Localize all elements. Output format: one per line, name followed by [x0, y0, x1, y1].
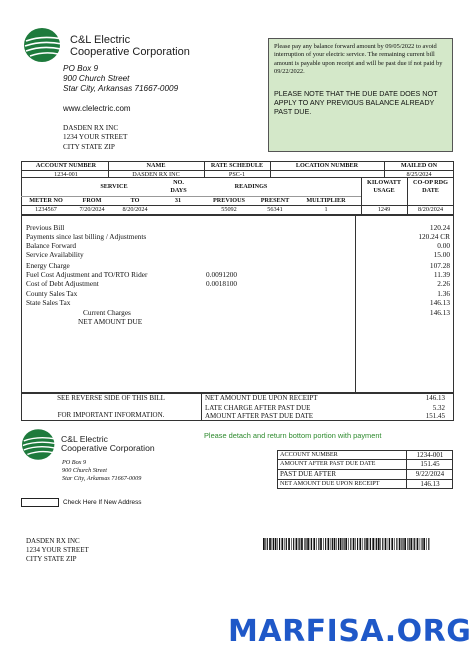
- stub-customer-line: DASDEN RX INC: [26, 537, 80, 545]
- barcode-bar: [307, 538, 309, 550]
- barcode-bar: [338, 538, 339, 550]
- barcode-bar: [359, 538, 361, 550]
- present-label: PRESENT: [260, 197, 290, 204]
- barcode-bar: [277, 538, 278, 550]
- stub-remit-line: PO Box 9: [62, 459, 87, 466]
- barcode-bar: [281, 538, 283, 550]
- barcode-bar: [313, 538, 315, 550]
- company-name-line2: Cooperative Corporation: [70, 45, 190, 58]
- company-name: [70, 35, 190, 58]
- notice-paragraph: Please pay any balance forward amount by 09/05/2022 to avoid interruption of your electric service. The remaining current bill amount is payable upon receipt and will be past due if not paid by 09/22/2022.: [274, 43, 443, 76]
- summary-label: AMOUNT AFTER PAST DUE DATE: [205, 412, 313, 420]
- stub-company-line1: C&L Electric: [61, 434, 108, 444]
- barcode-bar: [293, 538, 294, 550]
- barcode-bar: [413, 538, 414, 550]
- customer-address: [63, 124, 127, 152]
- barcode-bar: [320, 538, 322, 550]
- no-days-label: NO.: [173, 179, 184, 186]
- barcode-bar: [417, 538, 419, 550]
- charge-label: State Sales Tax: [26, 298, 71, 307]
- barcode-bar: [304, 538, 305, 550]
- mailed-on-label: MAILED ON: [400, 162, 438, 169]
- barcode-bar: [296, 538, 298, 550]
- stub-label: AMOUNT AFTER PAST DUE DATE: [280, 460, 376, 467]
- barcode-bar: [332, 538, 333, 550]
- barcode-bar: [396, 538, 397, 550]
- barcode-bar: [391, 538, 393, 550]
- summary-amount: 5.32: [432, 403, 445, 412]
- stub-value: 1234-001: [416, 451, 444, 459]
- barcode-bar: [291, 538, 292, 550]
- summary-list: [205, 394, 445, 421]
- barcode-bar: [323, 538, 324, 550]
- barcode-bar: [299, 538, 300, 550]
- barcode-bar: [394, 538, 395, 550]
- charge-label: Payments since last billing / Adjustments: [26, 232, 147, 241]
- from-date-value: 7/20/2024: [79, 206, 105, 213]
- charge-label: Service Availability: [26, 250, 84, 259]
- barcode-bar: [372, 538, 374, 550]
- barcode-bar: [273, 538, 274, 550]
- previous-label: PREVIOUS: [213, 197, 245, 204]
- barcode-bar: [288, 538, 290, 550]
- barcode-bar: [355, 538, 356, 550]
- coop-reading-date-label: CO-OP RDG: [413, 179, 448, 186]
- charge-label: Fuel Cost Adjustment and TO/RTO Rider: [26, 270, 148, 279]
- name-value: DASDEN RX INC: [132, 171, 180, 178]
- barcode-bar: [298, 538, 299, 550]
- barcode-bar: [345, 538, 347, 550]
- charge-amount: 0.00: [437, 241, 450, 250]
- stub-company-line2: Cooperative Corporation: [61, 443, 155, 454]
- barcode-bar: [316, 538, 317, 550]
- customer-address-line: 1234 YOUR STREET: [63, 133, 128, 142]
- company-logo-icon: [24, 27, 64, 63]
- charge-label: Energy Charge: [26, 261, 70, 270]
- barcode-bar: [267, 538, 268, 550]
- remit-address: [63, 64, 178, 94]
- stub-customer-line: CITY STATE ZIP: [26, 555, 77, 563]
- stub-logo-icon: [22, 428, 58, 461]
- postal-barcode: [263, 538, 430, 550]
- from-label: FROM: [82, 197, 102, 204]
- barcode-bar: [336, 538, 337, 550]
- customer-address-line: CITY STATE ZIP: [63, 142, 115, 151]
- barcode-bar: [385, 538, 387, 550]
- to-date-value: 8/20/2024: [122, 206, 148, 213]
- charge-label: Cost of Debt Adjustment: [26, 279, 99, 288]
- detach-note: Please detach and return bottom portion with payment: [204, 431, 382, 440]
- previous-reading-value: 55092: [221, 206, 237, 213]
- multiplier-value: 1: [324, 206, 328, 213]
- barcode-bar: [382, 538, 383, 550]
- meter-no-value: 1234567: [35, 206, 57, 213]
- barcode-bar: [380, 538, 381, 550]
- barcode-bar: [399, 538, 401, 550]
- barcode-bar: [357, 538, 358, 550]
- current-charges-label: Current Charges: [83, 308, 131, 317]
- charge-rate: 0.0091200: [206, 270, 238, 279]
- barcode-bar: [388, 538, 389, 550]
- barcode-bar: [318, 538, 319, 550]
- barcode-bar: [404, 538, 406, 550]
- new-address-label: Check Here If New Address: [63, 499, 142, 506]
- barcode-bar: [369, 538, 370, 550]
- service-label: SERVICE: [100, 183, 128, 190]
- barcode-bar: [348, 538, 349, 550]
- coop-reading-date-label: DATE: [422, 187, 439, 194]
- barcode-bar: [350, 538, 351, 550]
- barcode-bar: [366, 538, 368, 550]
- barcode-bar: [410, 538, 412, 550]
- charge-amount: 2.26: [437, 279, 450, 288]
- charge-amount: 120.24: [429, 223, 450, 232]
- barcode-bar: [340, 538, 342, 550]
- kwh-label: USAGE: [373, 187, 395, 194]
- barcode-bar: [409, 538, 410, 550]
- kwh-label: KILOWATT: [367, 179, 401, 186]
- stub-label: PAST DUE AFTER: [280, 470, 337, 478]
- barcode-bar: [378, 538, 380, 550]
- barcode-bar: [286, 538, 287, 550]
- account-number-label: ACCOUNT NUMBER: [35, 162, 97, 169]
- barcode-bar: [401, 538, 402, 550]
- present-reading-value: 56341: [267, 206, 283, 213]
- barcode-bar: [305, 538, 306, 550]
- charges-table: [21, 215, 454, 393]
- barcode-bar: [301, 538, 303, 550]
- stub-company-name: [61, 435, 155, 453]
- account-number-value: 1234-001: [54, 171, 78, 178]
- charge-amount: 107.28: [429, 261, 450, 270]
- barcode-bar: [364, 538, 365, 550]
- mailed-on-value: 8/25/2024: [406, 171, 432, 178]
- meter-no-label: METER NO: [29, 197, 63, 204]
- reverse-side-note: [21, 394, 201, 420]
- charge-amount: 1.36: [437, 289, 450, 298]
- barcode-bar: [428, 538, 429, 550]
- readings-label: READINGS: [234, 183, 268, 190]
- no-days-label: DAYS: [170, 187, 187, 194]
- barcode-bar: [331, 538, 332, 550]
- stub-remit-line: 900 Church Street: [62, 467, 107, 474]
- barcode-bar: [275, 538, 277, 550]
- current-charges-amount: 146.13: [429, 308, 450, 317]
- name-label: NAME: [146, 162, 166, 169]
- net-amount-due-label: NET AMOUNT DUE: [78, 317, 143, 326]
- barcode-bar: [284, 538, 285, 550]
- barcode-bar: [334, 538, 336, 550]
- kwh-usage-value: 1249: [377, 206, 391, 213]
- stub-label: NET AMOUNT DUE UPON RECEIPT: [280, 480, 380, 487]
- stub-customer-address: [26, 537, 89, 564]
- rate-schedule-label: RATE SCHEDULE: [210, 162, 264, 169]
- barcode-bar: [370, 538, 371, 550]
- reverse-note-line: FOR IMPORTANT INFORMATION.: [57, 411, 165, 419]
- charge-amount: 11.39: [433, 270, 450, 279]
- barcode-bar: [269, 538, 271, 550]
- watermark-logo: MARFISA.ORG: [228, 614, 472, 649]
- customer-address-line: DASDEN RX INC: [63, 124, 119, 132]
- barcode-bar: [422, 538, 423, 550]
- due-date-notice: [268, 38, 453, 152]
- stub-customer-line: 1234 YOUR STREET: [26, 546, 89, 554]
- stub-remit-address: [62, 459, 141, 483]
- stub-value: 9/22/2024: [415, 470, 445, 478]
- barcode-bar: [389, 538, 390, 550]
- charge-label: Balance Forward: [26, 241, 77, 250]
- notice-warning: PLEASE NOTE THAT THE DUE DATE DOES NOT APPLY TO ANY PREVIOUS BALANCE ALREADY PAST DUE.: [274, 88, 438, 116]
- barcode-bar: [426, 538, 427, 550]
- remit-address-line: 900 Church Street: [63, 74, 130, 83]
- charge-amount: 15.00: [433, 250, 450, 259]
- new-address-checkbox[interactable]: [21, 498, 59, 507]
- barcode-bar: [344, 538, 345, 550]
- barcode-bar: [342, 538, 343, 550]
- location-number-label: LOCATION NUMBER: [295, 162, 359, 169]
- coop-reading-date-value: 8/20/2024: [417, 206, 444, 213]
- website-link[interactable]: www.clelectric.com: [63, 104, 131, 113]
- charge-rate: 0.0018100: [206, 279, 238, 288]
- summary-label: LATE CHARGE AFTER PAST DUE: [205, 403, 311, 412]
- reverse-note-line: SEE REVERSE SIDE OF THIS BILL: [57, 394, 165, 402]
- barcode-bar: [414, 538, 415, 550]
- barcode-bar: [279, 538, 280, 550]
- barcode-bar: [310, 538, 311, 550]
- barcode-bar: [407, 538, 408, 550]
- charge-label: County Sales Tax: [26, 289, 78, 298]
- barcode-bar: [353, 538, 355, 550]
- stub-value: 146.13: [420, 480, 440, 488]
- stub-value: 151.45: [420, 460, 440, 468]
- barcode-bar: [362, 538, 363, 550]
- barcode-bar: [423, 538, 425, 550]
- barcode-bar: [375, 538, 376, 550]
- multiplier-label: MULTIPLIER: [306, 197, 346, 204]
- charge-amount: 120.24 CR: [418, 232, 450, 241]
- summary-label: NET AMOUNT DUE UPON RECEIPT: [205, 394, 318, 402]
- summary-amount: 146.13: [425, 394, 445, 402]
- barcode-bar: [272, 538, 273, 550]
- to-label: TO: [130, 197, 140, 204]
- barcode-bar: [376, 538, 377, 550]
- company-name-line1: C&L Electric: [70, 34, 131, 46]
- charge-label: Previous Bill: [26, 223, 65, 232]
- barcode-bar: [311, 538, 312, 550]
- remit-address-line: PO Box 9: [63, 64, 99, 73]
- charge-amount: 146.13: [429, 298, 450, 307]
- rate-schedule-value: PSC-1: [228, 171, 246, 178]
- stub-remit-line: Star City, Arkansas 71667-0009: [62, 475, 142, 482]
- summary-amount: 151.45: [425, 412, 445, 420]
- barcode-bar: [328, 538, 330, 550]
- stub-label: ACCOUNT NUMBER: [280, 451, 338, 458]
- barcode-bar: [265, 538, 266, 550]
- days-count: 31: [174, 197, 182, 204]
- remit-address-line: Star City, Arkansas 71667-0009: [63, 84, 179, 93]
- barcode-bar: [402, 538, 403, 550]
- barcode-bar: [263, 538, 265, 550]
- barcode-bar: [420, 538, 421, 550]
- barcode-bar: [325, 538, 326, 550]
